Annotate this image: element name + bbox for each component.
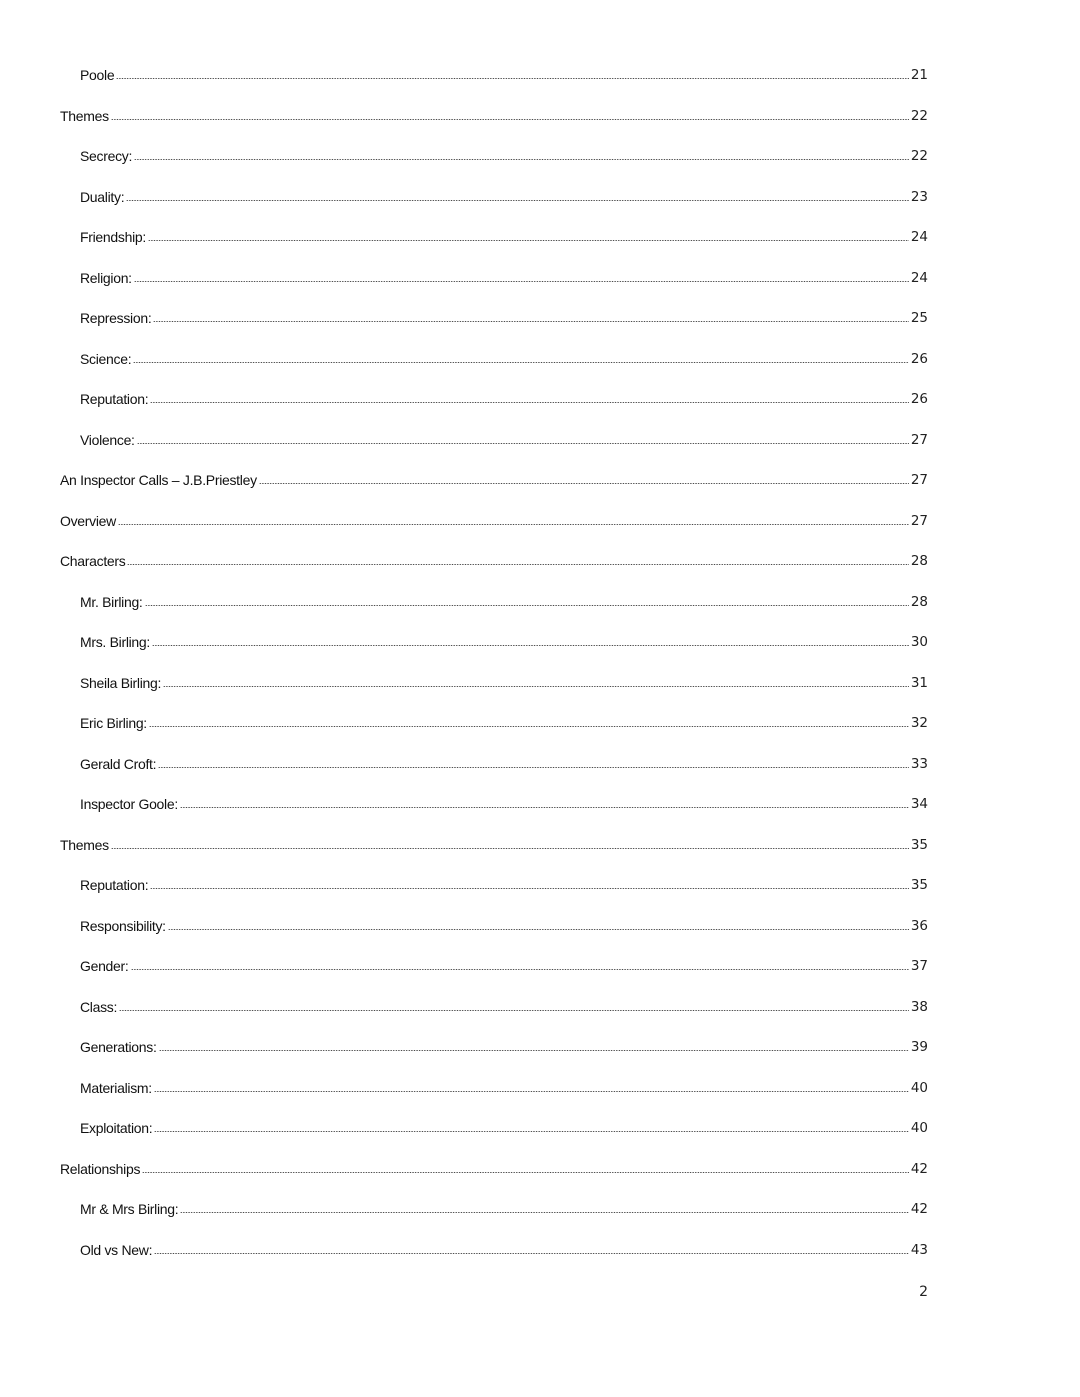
toc-entry-page: 22 [910,148,928,164]
toc-entry-label: Eric Birling: [80,715,147,731]
dot-leader [131,969,909,970]
page-number: 2 [919,1284,928,1300]
dot-leader [145,605,909,606]
toc-entry[interactable] [80,1074,928,1096]
toc-entry-page: 43 [910,1241,928,1258]
toc-entry-label: Exploitation: [80,1120,153,1136]
toc-entry-page: 28 [910,593,928,610]
toc-entry[interactable] [80,264,928,286]
toc-entry[interactable] [80,669,928,691]
toc-entry-label: Mr. Birling: [80,593,143,610]
toc-entry[interactable] [60,466,928,488]
toc-entry-page: 22 [910,107,928,124]
toc-entry-label: Themes [60,107,109,124]
toc-entry-label: Friendship: [80,229,146,245]
toc-entry[interactable] [80,385,928,407]
toc-entry-label: Overview [60,512,116,529]
toc-entry[interactable] [80,628,928,650]
toc-entry-page: 24 [910,269,928,286]
toc-entry[interactable] [60,831,928,853]
dot-leader [111,119,909,120]
toc-entry[interactable] [80,183,928,205]
dot-leader [142,1172,909,1173]
toc-entry-label: Gender: [80,958,129,974]
dot-leader [159,1050,909,1051]
toc-entry-label: Characters [60,553,126,569]
toc-entry-page: 23 [910,188,928,205]
toc-entry[interactable] [80,345,928,367]
toc-entry-label: Mrs. Birling: [80,634,150,650]
toc-entry-page: 30 [910,634,928,650]
dot-leader [148,240,909,241]
dot-leader [180,1212,908,1213]
toc-entry[interactable] [80,750,928,772]
toc-entry-label: Poole [80,67,115,83]
toc-entry-page: 35 [910,836,928,853]
toc-entry-label: Reputation: [80,877,149,893]
toc-entry[interactable] [80,1236,928,1258]
dot-leader [134,159,909,160]
dot-leader [168,929,909,930]
dot-leader [127,564,908,565]
toc-entry[interactable] [80,871,928,893]
toc-entry-page: 26 [910,350,928,367]
toc-entry[interactable] [80,993,928,1015]
toc-entry-page: 40 [910,1079,928,1096]
toc-entry-page: 27 [910,472,928,488]
toc-entry-page: 26 [910,391,928,407]
toc-entry[interactable] [80,142,928,164]
toc-entry-label: Repression: [80,310,152,326]
dot-leader [150,888,909,889]
toc-entry-page: 35 [910,877,928,893]
toc-entry-page: 32 [910,715,928,731]
dot-leader [111,848,909,849]
dot-leader [259,483,909,484]
toc-entry-label: Inspector Goole: [80,796,178,812]
toc-entry-label: Old vs New: [80,1241,153,1258]
toc-entry-label: Gerald Croft: [80,755,157,772]
dot-leader [154,1131,908,1132]
toc-entry-label: Violence: [80,431,135,448]
toc-entry-label: Secrecy: [80,148,133,164]
toc-entry-page: 39 [910,1039,928,1055]
dot-leader [116,78,909,79]
toc-entry-label: Materialism: [80,1079,152,1096]
toc-entry-label: Generations: [80,1039,157,1055]
toc-entry-label: Reputation: [80,391,149,407]
dot-leader [154,1253,909,1254]
dot-leader [119,1010,909,1011]
dot-leader [133,362,909,363]
toc-entry-label: Science: [80,350,132,367]
toc-entry-label: Relationships [60,1160,141,1177]
dot-leader [149,726,909,727]
toc-entry[interactable] [60,547,928,569]
dot-leader [118,524,909,525]
dot-leader [150,402,909,403]
toc-entry-label: Class: [80,998,118,1015]
toc-entry[interactable] [80,790,928,812]
toc-entry[interactable] [80,304,928,326]
toc-entry-page: 28 [910,553,928,569]
toc-entry[interactable] [80,1114,928,1136]
toc-entry[interactable] [80,588,928,610]
toc-entry[interactable] [80,709,928,731]
toc-entry-label: Themes [60,836,109,853]
toc-entry[interactable] [80,426,928,448]
toc-entry-page: 33 [910,755,928,772]
toc-entry-label: Mr & Mrs Birling: [80,1201,179,1217]
dot-leader [152,645,909,646]
dot-leader [158,767,909,768]
toc-entry[interactable] [80,1033,928,1055]
toc-entry[interactable] [80,61,928,83]
toc-entry-page: 42 [910,1201,928,1217]
toc-entry-label: An Inspector Calls – J.B.Priestley [60,472,257,488]
toc-entry-page: 38 [910,998,928,1015]
toc-entry[interactable] [60,102,928,124]
toc-entry-page: 27 [910,431,928,448]
toc-entry-page: 25 [910,310,928,326]
toc-entry[interactable] [80,1195,928,1217]
toc-entry-label: Responsibility: [80,917,166,934]
dot-leader [163,686,909,687]
dot-leader [134,281,909,282]
toc-entry[interactable] [60,507,928,529]
toc-entry-page: 21 [910,67,928,83]
dot-leader [153,321,908,322]
toc-entry-page: 34 [910,796,928,812]
dot-leader [137,443,909,444]
toc-entry[interactable] [80,912,928,934]
toc-entry-page: 42 [910,1160,928,1177]
toc-entry-label: Sheila Birling: [80,674,162,691]
toc-entry[interactable] [60,1155,928,1177]
toc-entry[interactable] [80,952,928,974]
toc-entry-page: 36 [910,917,928,934]
toc-entry-label: Religion: [80,269,132,286]
toc-entry-page: 31 [910,674,928,691]
toc-entry-page: 37 [910,958,928,974]
toc-entry-label: Duality: [80,188,125,205]
dot-leader [154,1091,909,1092]
toc-entry-page: 40 [910,1120,928,1136]
toc-entry-page: 27 [910,512,928,529]
dot-leader [126,200,909,201]
dot-leader [180,807,909,808]
toc-entry-page: 24 [910,229,928,245]
toc-entry[interactable] [80,223,928,245]
